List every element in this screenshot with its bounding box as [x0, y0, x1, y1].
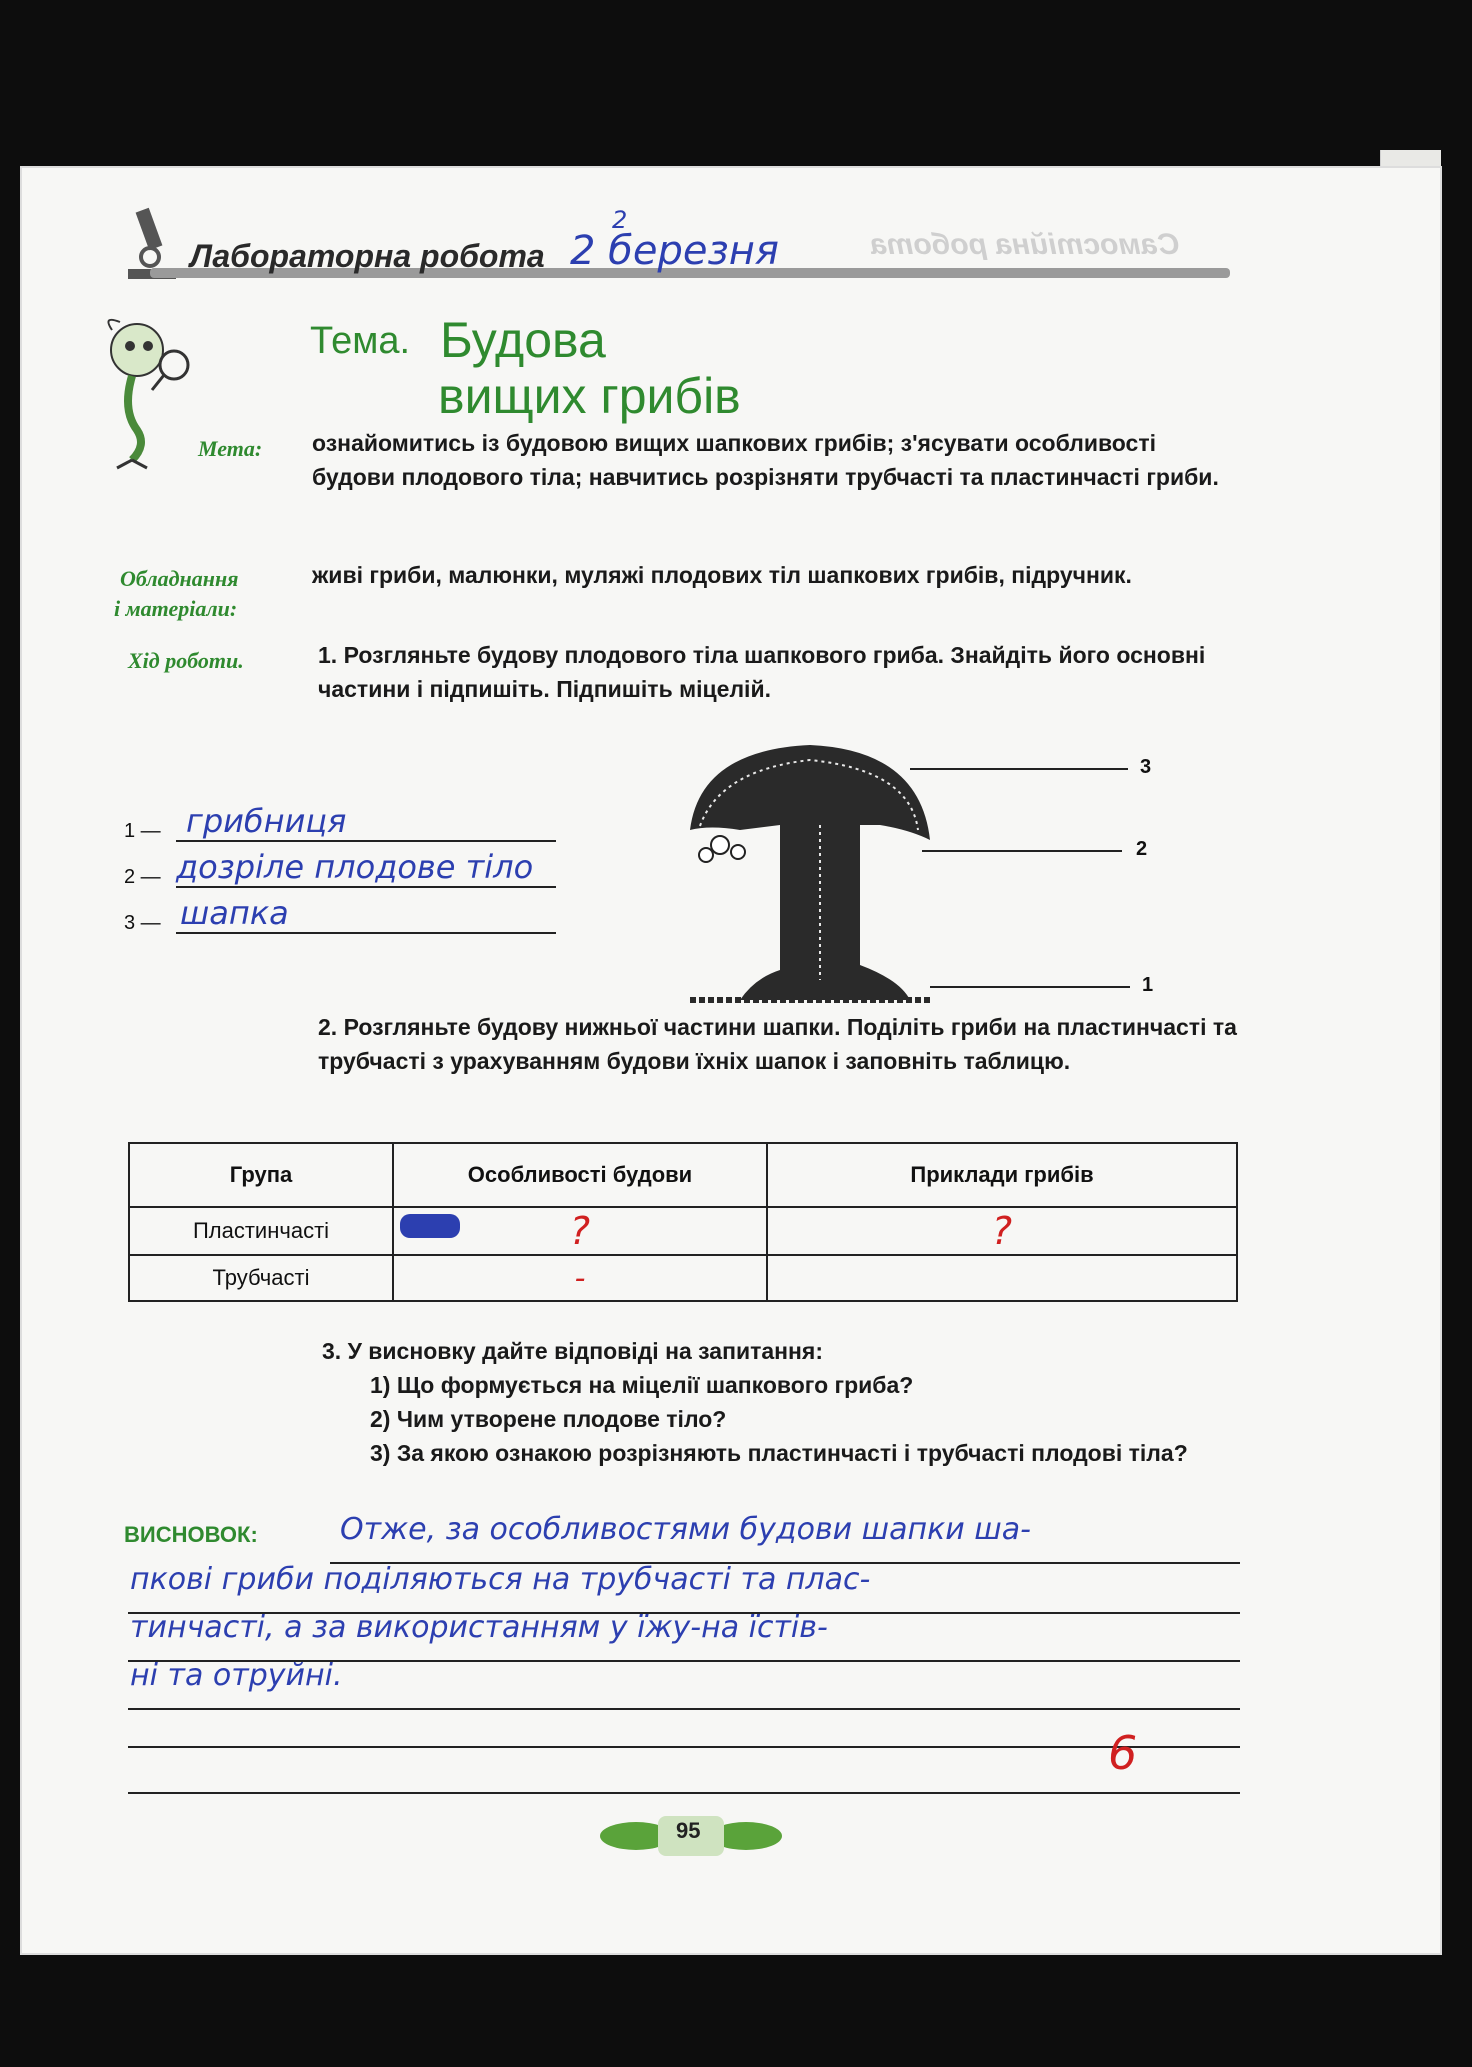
goal-text: ознайомитись із будовою вищих шапкових грибів; з'ясувати особливості будови плодового тіла; навчитись розрізняти трубчасті та пластинчасті гриби. — [312, 430, 1219, 490]
procedure-label: Хід роботи. — [128, 648, 244, 673]
table-cell-examples: ? — [767, 1207, 1237, 1255]
table-header-group: Група — [129, 1143, 393, 1207]
part-1-line — [176, 840, 556, 842]
conclusion-label: ВИСНОВОК: — [124, 1522, 258, 1547]
conclusion-rule-6 — [128, 1792, 1240, 1794]
table-header-features: Особливості будови — [393, 1143, 767, 1207]
conclusion-line-1: Отже, за особливостями будови шапки ша- — [340, 1512, 1031, 1547]
conclusion-rule-4 — [128, 1708, 1240, 1710]
conclusion-line-3: тинчасті, а за використанням у їжу-на їстів- — [130, 1610, 828, 1645]
handwritten-date-top: 2 — [612, 206, 628, 234]
scribble-mark — [400, 1214, 460, 1238]
table-cell-group: Пластинчасті — [129, 1207, 393, 1255]
mascot-icon — [92, 310, 202, 470]
mushroom-diagram — [680, 730, 940, 1020]
table-cell-group: Трубчасті — [129, 1255, 393, 1301]
table-header-examples: Приклади грибів — [767, 1143, 1237, 1207]
topic-prefix: Тема. — [310, 320, 411, 362]
step2-text: 2. Розгляньте будову нижньої частини шапки. Поділіть гриби на пластинчасті та трубчасті з урахуванням будови їхніх шапок і заповніть таблицю. — [318, 1014, 1237, 1074]
question-1: 1) Що формується на міцелії шапкового гриба? — [370, 1372, 914, 1398]
lab-title: Лабораторна робота — [190, 238, 545, 274]
diagram-label-2: 2 — [1136, 838, 1148, 860]
conclusion-rule-5 — [128, 1746, 1240, 1748]
page-number: 95 — [676, 1818, 701, 1843]
part-1-answer: грибниця — [186, 802, 347, 840]
table-cell-features — [393, 1207, 767, 1255]
table-row — [129, 1207, 1237, 1255]
features-mark: ? — [569, 1209, 591, 1253]
part-3-answer: шапка — [180, 894, 289, 932]
equipment-text: живі гриби, малюнки, муляжі плодових тіл шапкових грибів, підручник. — [312, 562, 1132, 588]
diagram-line-3 — [910, 768, 1128, 770]
fungi-table — [128, 1142, 1238, 1302]
conclusion-line-2: пкові гриби поділяються на трубчасті та плас- — [130, 1562, 871, 1597]
equipment-label-1: Обладнання — [120, 566, 239, 591]
ghost-header: Самостійна робота — [870, 228, 1180, 261]
handwritten-date: 2 березня — [570, 228, 779, 274]
part-2-line — [176, 886, 556, 888]
part-1-num: 1 — — [124, 820, 161, 842]
step3-intro: 3. У висновку дайте відповіді на запитання: — [322, 1338, 824, 1364]
table-row — [129, 1255, 1237, 1301]
equipment-label-2: і матеріали: — [114, 596, 238, 621]
diagram-label-3: 3 — [1140, 756, 1152, 778]
grade-mark: 6 — [1108, 1726, 1138, 1780]
step1-text: 1. Розгляньте будову плодового тіла шапкового гриба. Знайдіть його основні частини і підпишіть. Підпишіть міцелій. — [318, 642, 1206, 702]
part-3-line — [176, 932, 556, 934]
diagram-label-1: 1 — [1142, 974, 1154, 996]
diagram-line-2 — [922, 850, 1122, 852]
conclusion-line-4: ні та отруйні. — [130, 1658, 343, 1693]
diagram-line-1 — [930, 986, 1130, 988]
part-2-num: 2 — — [124, 866, 161, 888]
table-cell-features: - — [393, 1255, 767, 1301]
goal-label: Мета: — [198, 436, 263, 461]
table-cell-examples — [767, 1255, 1237, 1301]
topic-title-line2: вищих грибів — [438, 368, 741, 424]
question-2: 2) Чим утворене плодове тіло? — [370, 1406, 727, 1432]
topic-title-line1: Будова — [440, 312, 606, 368]
question-3: 3) За якою ознакою розрізняють пластинчасті і трубчасті плодові тіла? — [370, 1440, 1188, 1466]
part-2-answer: дозріле плодове тіло — [176, 848, 534, 886]
part-3-num: 3 — — [124, 912, 161, 934]
